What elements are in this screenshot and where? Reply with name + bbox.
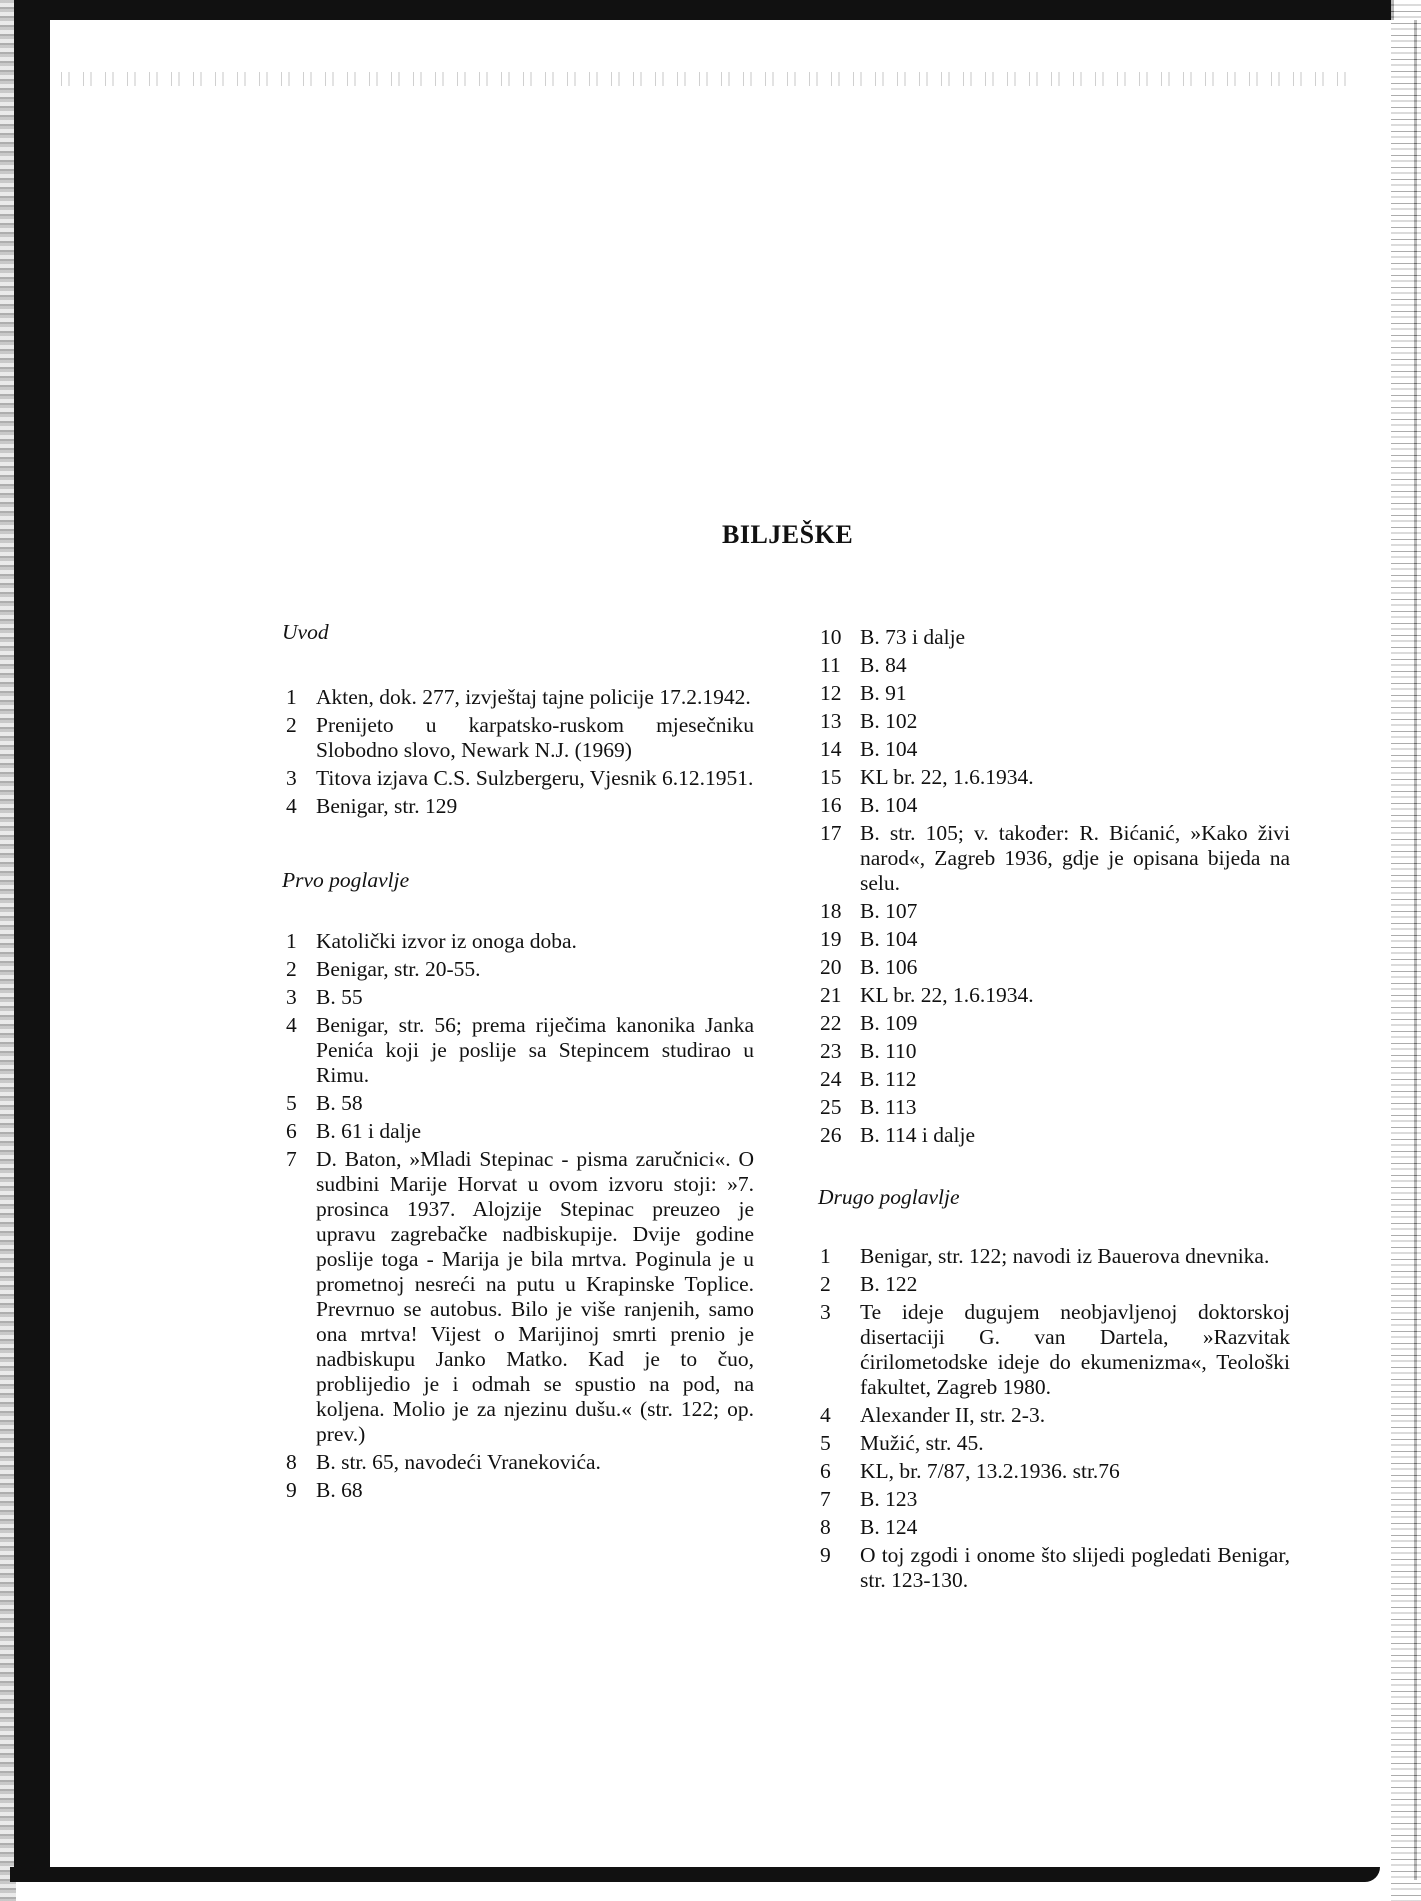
section-heading-uvod: Uvod [282,620,329,644]
footnote-number: 2 [286,713,297,737]
footnote-number: 19 [820,927,842,951]
footnote-text: B. 107 [860,899,918,923]
notes-column-left [282,620,754,1506]
footnote-item [818,653,1290,678]
footnote-item [282,1119,754,1144]
footnote-number: 24 [820,1067,842,1091]
footnote-item [818,1403,1290,1428]
footnote-item [282,985,754,1010]
footnote-item [818,737,1290,762]
footnote-item [282,1478,754,1503]
footnote-number: 5 [820,1431,831,1455]
footnote-text: B. 106 [860,955,918,979]
footnote-number: 2 [820,1272,831,1296]
footnote-item [282,1091,754,1116]
footnote-text: B. 114 i dalje [860,1123,976,1147]
footnote-text: B. 58 [316,1091,363,1115]
footnote-number: 25 [820,1095,842,1119]
section-heading-prvo: Prvo poglavlje [282,868,410,892]
footnote-text: Benigar, str. 20-55. [316,957,481,981]
footnote-item [818,1431,1290,1456]
footnote-item [818,1039,1290,1064]
footnote-text: Prenijeto u karpatsko-ruskom mjesečniku Slobodno slovo, Newark N.J. (1969) [316,713,754,762]
footnote-text: B. 109 [860,1011,918,1035]
footnote-number: 12 [820,681,842,705]
footnote-text: B. 73 i dalje [860,625,966,649]
footnote-item [818,983,1290,1008]
footnote-item [818,899,1290,924]
footnote-number: 15 [820,765,842,789]
footnote-text: B. str. 65, navodeći Vranekovića. [316,1450,601,1474]
footnote-text: Akten, dok. 277, izvještaj tajne policije 17.2.1942. [316,685,751,709]
footnote-text: B. 122 [860,1272,918,1296]
footnote-text: B. 123 [860,1487,918,1511]
footnote-item [282,957,754,982]
footnote-number: 1 [286,685,297,709]
footnote-number: 23 [820,1039,842,1063]
footnote-item [818,1067,1290,1092]
footnote-item [282,794,754,819]
footnote-text: B. 102 [860,709,918,733]
footnote-text: O toj zgodi i onome što slijedi pogledati Benigar, str. 123-130. [860,1543,1290,1592]
footnote-number: 22 [820,1011,842,1035]
section-heading-drugo: Drugo poglavlje [818,1185,960,1209]
footnote-item [282,713,754,763]
footnote-item [818,1011,1290,1036]
footnote-number: 14 [820,737,842,761]
footnote-number: 17 [820,821,842,845]
footnote-number: 5 [286,1091,297,1115]
footnote-text: B. 61 i dalje [316,1119,422,1143]
notes-column-right [818,625,1290,1596]
footnote-item [282,1013,754,1088]
footnote-number: 26 [820,1123,842,1147]
footnote-text: KL, br. 7/87, 13.2.1936. str.76 [860,1459,1120,1483]
footnote-item [818,793,1290,818]
footnote-item [818,821,1290,896]
scan-border-bottom [10,1867,1380,1882]
footnote-number: 11 [820,653,841,677]
footnote-item [282,685,754,710]
footnote-number: 8 [820,1515,831,1539]
footnote-number: 7 [820,1487,831,1511]
footnote-item [818,1459,1290,1484]
footnote-number: 6 [286,1119,297,1143]
footnote-item [818,1123,1290,1148]
footnote-number: 21 [820,983,842,1007]
footnote-item [818,1095,1290,1120]
footnote-item [818,681,1290,706]
footnote-text: D. Baton, »Mladi Stepinac - pisma zaručnici«. O sudbini Marije Horvat u ovom izvoru stoji: »7. prosinca 1937. Alojzije Stepinac preuzeo je upravu zagrebačke nadbiskupije. Dvije godine poslije toga - Marija je bila mrtva. Poginula je u prometnoj nesreći na putu u Krapinske Toplice. Prevrnuo se autobus. Bilo je više ranjenih, samo ona mrtva! Vijest o Marijinoj smrti prenio je nadbiskupu Janko Matko. Kad je to čuo, problijedio je i odmah se spustio na pod, na koljena. Molio je za njezinu dušu.« (str. 122; op. prev.) [316,1147,754,1446]
footnote-text: KL br. 22, 1.6.1934. [860,765,1034,789]
footnote-item [818,1487,1290,1512]
footnote-item [818,625,1290,650]
footnote-text: B. 68 [316,1478,363,1502]
footnote-number: 9 [820,1543,831,1567]
footnote-text: Katolički izvor iz onoga doba. [316,929,577,953]
footnote-item [818,709,1290,734]
page-title: BILJEŠKE [722,520,854,549]
footnote-number: 3 [286,766,297,790]
footnote-number: 3 [820,1300,831,1324]
footnote-text: Mužić, str. 45. [860,1431,984,1455]
footnote-number: 1 [286,929,297,953]
footnote-text: B. 124 [860,1515,918,1539]
footnote-text: KL br. 22, 1.6.1934. [860,983,1034,1007]
notes-list-drugo [818,1244,1290,1593]
footnote-item [282,1450,754,1475]
footnote-text: B. 84 [860,653,907,677]
footnote-item [818,1300,1290,1400]
footnote-item [282,766,754,791]
footnote-item [282,929,754,954]
footnote-text: B. 113 [860,1095,917,1119]
footnote-number: 4 [820,1403,831,1427]
footnote-number: 18 [820,899,842,923]
footnote-text: B. 91 [860,681,907,705]
footnote-item [818,1515,1290,1540]
footnote-text: B. 55 [316,985,363,1009]
footnote-text: Benigar, str. 56; prema riječima kanonika Janka Penića koji je poslije sa Stepincem studirao u Rimu. [316,1013,754,1087]
footnote-number: 2 [286,957,297,981]
footnote-text: Te ideje dugujem neobjavljenoj doktorskoj disertaciji G. van Dartela, »Razvitak ćirilometodske ideje do ekumenizma«, Teološki fakultet, Zagreb 1980. [860,1300,1290,1399]
notes-list-uvod [282,685,754,819]
footnote-text: Titova izjava C.S. Sulzbergeru, Vjesnik 6.12.1951. [316,766,754,790]
footnote-text: B. 104 [860,793,918,817]
footnote-text: B. 104 [860,927,918,951]
footnote-item [818,1543,1290,1593]
footnote-number: 1 [820,1244,831,1268]
footnote-text: B. str. 105; v. također: R. Bićanić, »Kako živi narod«, Zagreb 1936, gdje je opisana bijeda na selu. [860,821,1290,895]
footnote-text: B. 110 [860,1039,917,1063]
footnote-number: 9 [286,1478,297,1502]
footnote-item [282,1147,754,1447]
footnote-number: 6 [820,1459,831,1483]
notes-list-prvo-part1 [282,929,754,1503]
footnote-item [818,1272,1290,1297]
footnote-number: 13 [820,709,842,733]
footnote-number: 7 [286,1147,297,1171]
footnote-number: 3 [286,985,297,1009]
footnote-item [818,765,1290,790]
footnote-number: 20 [820,955,842,979]
footnote-text: Benigar, str. 122; navodi iz Bauerova dnevnika. [860,1244,1270,1268]
bleed-through-noise [55,72,1355,86]
footnote-number: 4 [286,794,297,818]
footnote-number: 8 [286,1450,297,1474]
footnote-number: 10 [820,625,842,649]
footnote-item [818,927,1290,952]
footnote-number: 16 [820,793,842,817]
footnote-text: Benigar, str. 129 [316,794,458,818]
notes-list-prvo-part2 [818,625,1290,1148]
footnote-number: 4 [286,1013,297,1037]
footnote-text: B. 104 [860,737,918,761]
footnote-item [818,955,1290,980]
scan-edge-right [1391,0,1421,1901]
footnote-text: B. 112 [860,1067,917,1091]
scan-border-top [14,0,1394,20]
scan-border-left [14,12,50,1874]
footnote-text: Alexander II, str. 2-3. [860,1403,1046,1427]
footnote-item [818,1244,1290,1269]
